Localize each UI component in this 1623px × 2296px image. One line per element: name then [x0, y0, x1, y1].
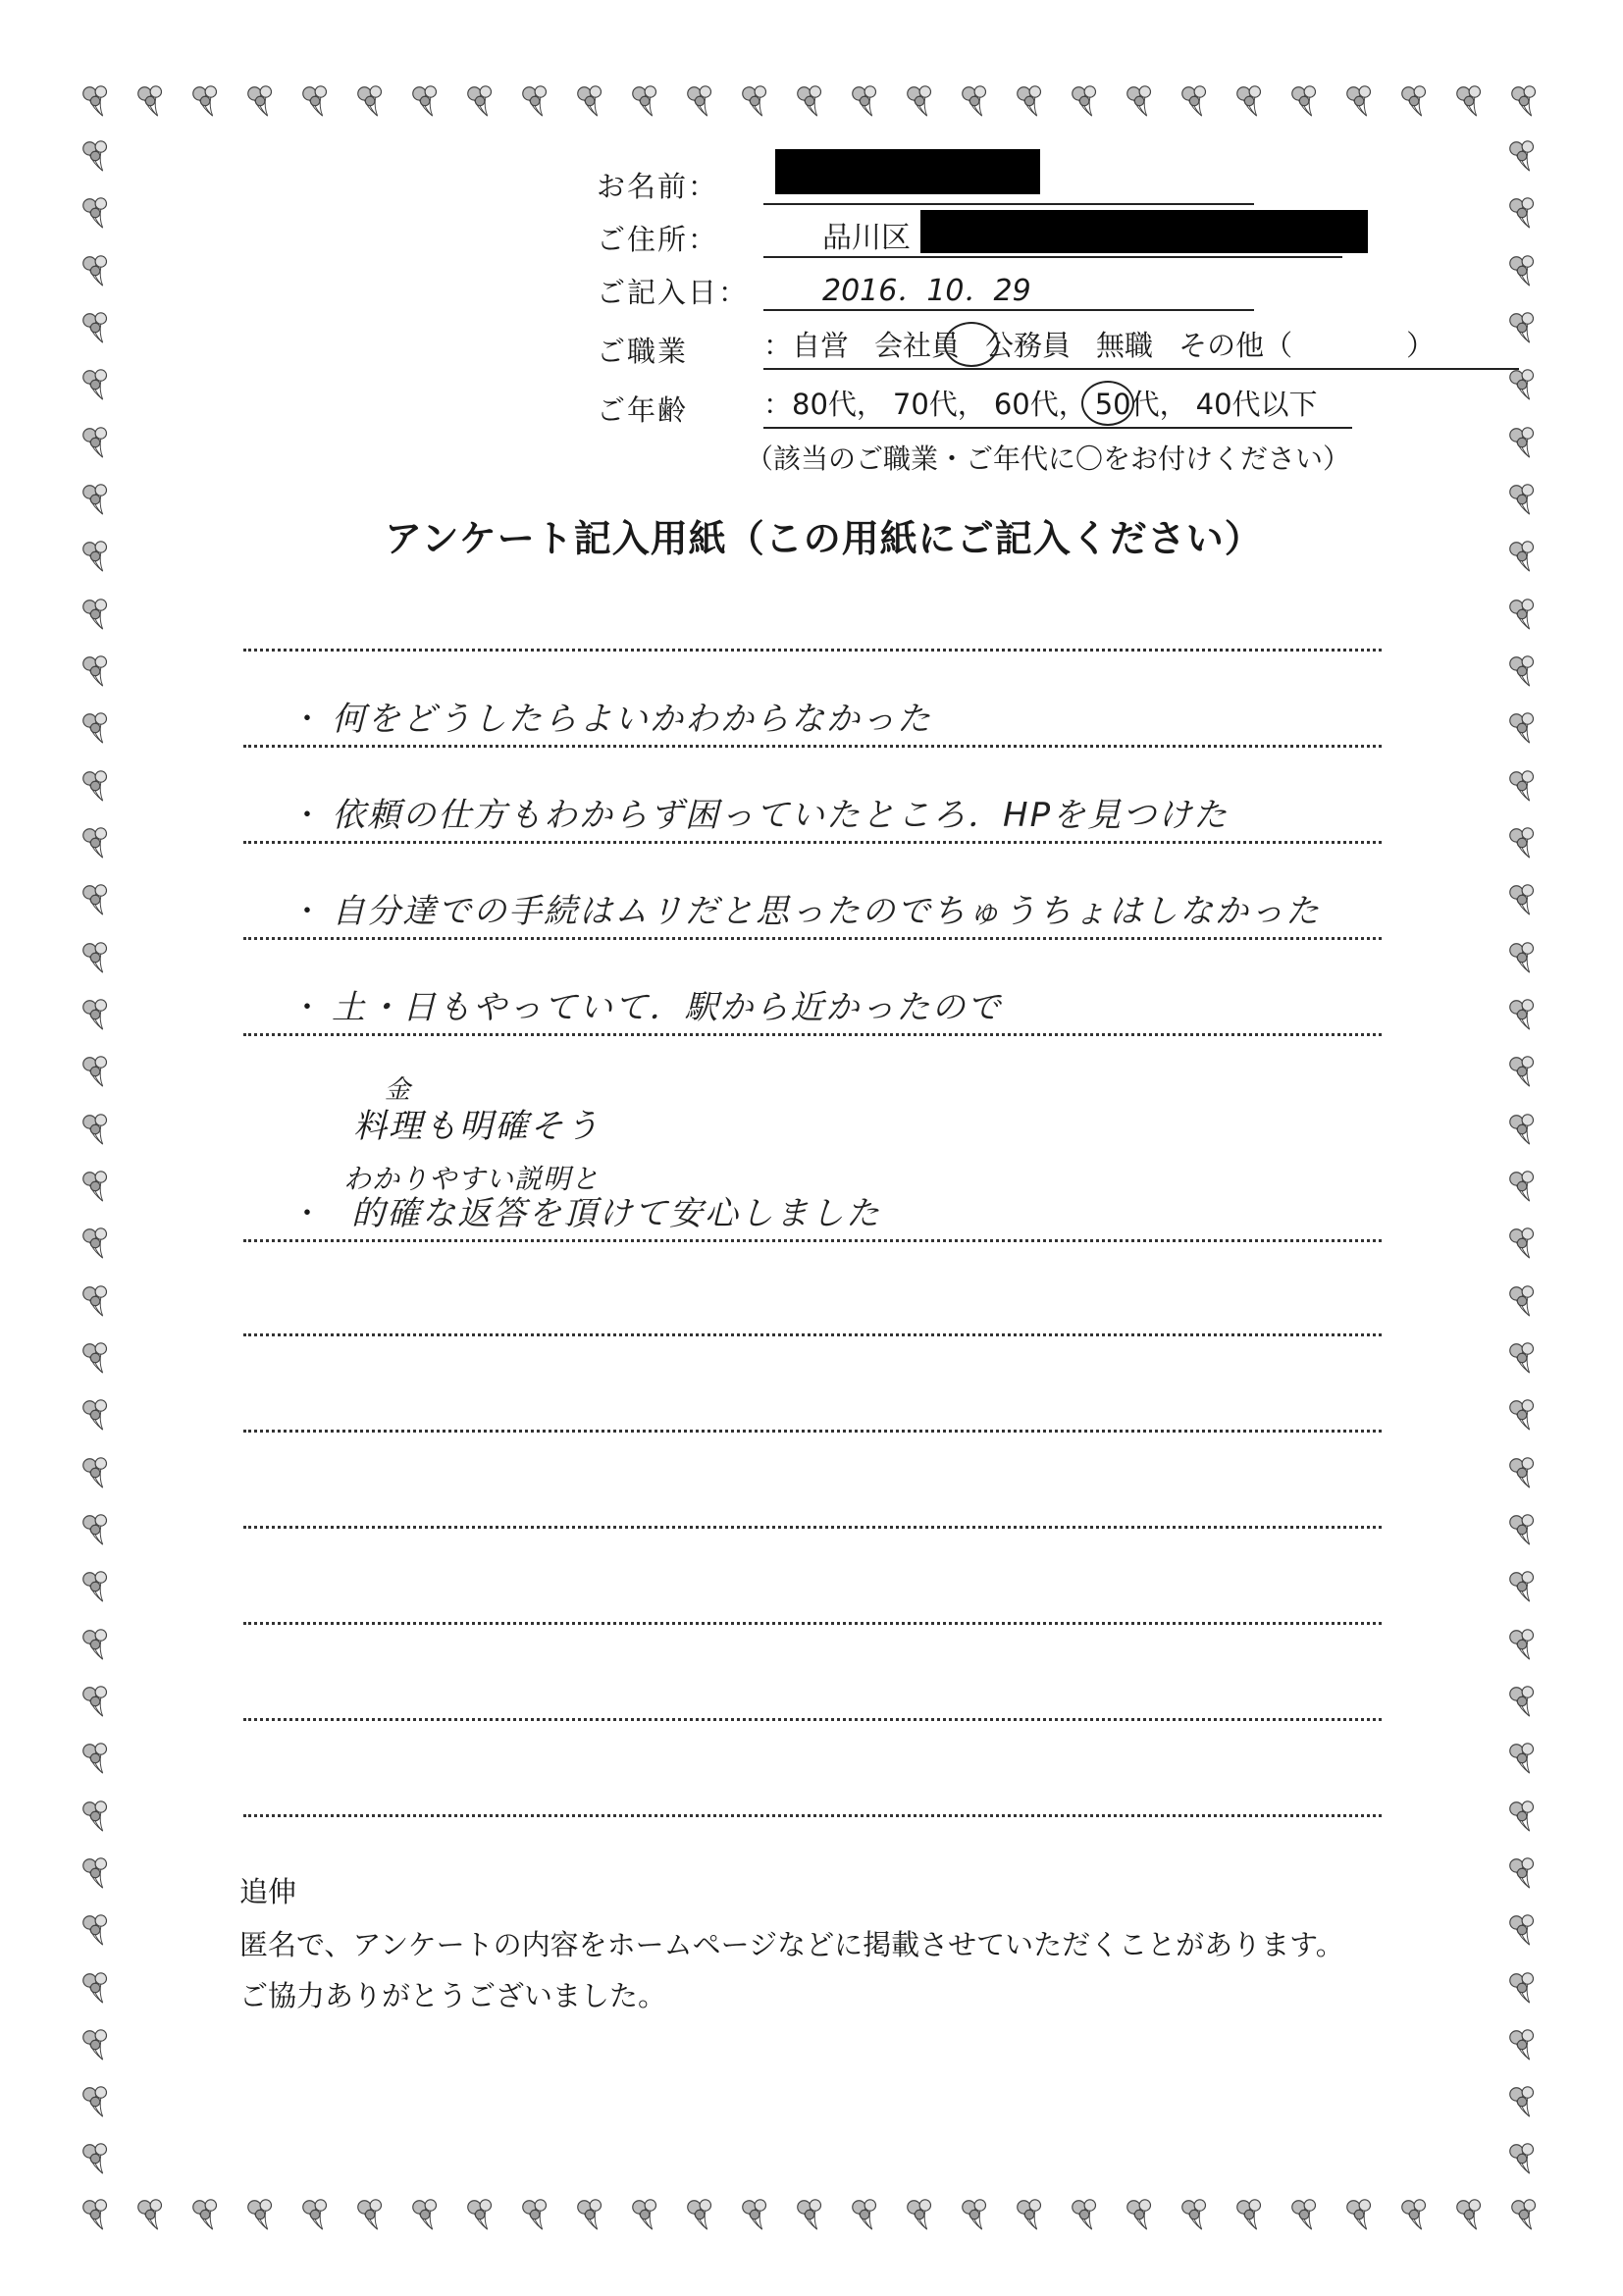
balloon-ornament-icon	[353, 2196, 391, 2235]
date-row	[597, 271, 1254, 311]
balloon-ornament-icon	[79, 996, 118, 1033]
balloon-ornament-icon	[79, 424, 118, 461]
answer-text-5-correction: 金	[385, 1075, 411, 1105]
age-50s: 50代，	[1094, 388, 1188, 421]
age-selected-mark	[1081, 381, 1134, 426]
balloon-ornament-icon	[1397, 2196, 1435, 2235]
balloon-ornament-icon	[1505, 481, 1544, 518]
age-label: ご年齢	[597, 393, 689, 427]
occupation-row	[597, 324, 1519, 370]
balloon-ornament-icon	[573, 82, 610, 122]
balloon-ornament-icon	[1505, 2026, 1544, 2063]
balloon-ornament-icon	[1507, 2196, 1544, 2235]
date-label: ご記入日：	[597, 276, 750, 309]
balloon-ornament-icon	[1505, 2083, 1544, 2120]
balloon-ornament-icon	[79, 1740, 118, 1777]
balloon-ornament-icon	[79, 1511, 118, 1548]
balloon-ornament-icon	[1505, 1053, 1544, 1090]
ornamental-border-left	[79, 137, 118, 2178]
balloon-ornament-icon	[79, 252, 118, 289]
age-70s: 70代，	[892, 388, 986, 421]
balloon-ornament-icon	[79, 1854, 118, 1892]
balloon-ornament-icon	[1232, 2196, 1270, 2235]
balloon-ornament-icon	[1505, 1511, 1544, 1548]
balloon-ornament-icon	[1505, 2140, 1544, 2177]
balloon-ornament-icon	[1505, 538, 1544, 575]
balloon-ornament-icon	[683, 2196, 720, 2235]
balloon-ornament-icon	[793, 2196, 830, 2235]
balloon-ornament-icon	[79, 137, 118, 175]
balloon-ornament-icon	[79, 2196, 116, 2235]
age-row	[597, 383, 1352, 429]
balloon-ornament-icon	[1178, 82, 1215, 122]
balloon-ornament-icon	[408, 2196, 445, 2235]
balloon-ornament-icon	[1505, 1568, 1544, 1605]
balloon-ornament-icon	[1287, 2196, 1325, 2235]
occupation-label: ご職業	[597, 335, 689, 368]
balloon-ornament-icon	[1178, 2196, 1215, 2235]
balloon-ornament-icon	[1013, 82, 1050, 122]
balloon-ornament-icon	[79, 194, 118, 232]
form-title: アンケート記入用紙（この用紙にご記入ください）	[385, 517, 1263, 560]
balloon-ornament-icon	[79, 939, 118, 976]
postscript-title: 追伸	[239, 1875, 297, 1908]
balloon-ornament-icon	[1505, 1740, 1544, 1777]
balloon-ornament-icon	[79, 1683, 118, 1720]
redaction-address	[920, 210, 1368, 253]
balloon-ornament-icon	[79, 1111, 118, 1148]
answer-text-2: 依頼の仕方もわからず困っていたところ．HPを見つけた	[332, 796, 1230, 835]
balloon-ornament-icon	[79, 82, 116, 122]
answer-line-blank-7	[243, 1758, 1382, 1817]
balloon-ornament-icon	[958, 2196, 995, 2235]
balloon-ornament-icon	[79, 1568, 118, 1605]
balloon-ornament-icon	[1505, 1798, 1544, 1835]
balloon-ornament-icon	[1342, 2196, 1380, 2235]
balloon-ornament-icon	[133, 2196, 171, 2235]
balloon-ornament-icon	[1505, 1911, 1544, 1949]
balloon-ornament-icon	[79, 767, 118, 805]
balloon-ornament-icon	[79, 1168, 118, 1205]
occupation-civil-servant: 公務員	[985, 329, 1072, 362]
balloon-ornament-icon	[1068, 2196, 1105, 2235]
balloon-ornament-icon	[903, 2196, 940, 2235]
balloon-ornament-icon	[903, 82, 940, 122]
answer-line-blank-3	[243, 1374, 1382, 1433]
answer-line-4: ・ 土・日もやっていて．駅から近かったので	[243, 977, 1382, 1036]
ornamental-border-right	[1505, 137, 1544, 2178]
balloon-ornament-icon	[79, 1053, 118, 1090]
answer-line-blank-6	[243, 1662, 1382, 1721]
balloon-ornament-icon	[243, 2196, 281, 2235]
balloon-ornament-icon	[79, 538, 118, 575]
occupation-self-employed: ：自営	[763, 329, 850, 362]
balloon-ornament-icon	[1232, 82, 1270, 122]
balloon-ornament-icon	[1452, 2196, 1490, 2235]
balloon-ornament-icon	[1505, 1454, 1544, 1491]
balloon-ornament-icon	[1505, 1225, 1544, 1262]
balloon-ornament-icon	[1123, 82, 1160, 122]
balloon-ornament-icon	[848, 2196, 885, 2235]
answer-line-blank-4	[243, 1470, 1382, 1529]
age-options	[763, 383, 1352, 429]
balloon-ornament-icon	[793, 82, 830, 122]
balloon-ornament-icon	[958, 82, 995, 122]
balloon-ornament-icon	[1505, 137, 1544, 175]
age-80s: ：80代，	[763, 388, 885, 421]
balloon-ornament-icon	[848, 82, 885, 122]
answer-text-6-insert: わかりやすい説明と	[343, 1163, 601, 1195]
balloon-ornament-icon	[628, 82, 665, 122]
balloon-ornament-icon	[463, 2196, 500, 2235]
age-40s-under: 40代以下	[1195, 388, 1318, 421]
balloon-ornament-icon	[1505, 1854, 1544, 1892]
postscript-body: 匿名で、アンケートの内容をホームページなどに掲載させていただくことがあります。	[239, 1928, 1344, 1961]
balloon-ornament-icon	[1452, 82, 1490, 122]
balloon-ornament-icon	[573, 2196, 610, 2235]
balloon-ornament-icon	[298, 82, 336, 122]
balloon-ornament-icon	[1505, 194, 1544, 232]
balloon-ornament-icon	[79, 1969, 118, 2007]
balloon-ornament-icon	[1505, 424, 1544, 461]
balloon-ornament-icon	[1505, 709, 1544, 747]
balloon-ornament-icon	[1505, 652, 1544, 690]
balloon-ornament-icon	[518, 2196, 555, 2235]
occupation-options	[763, 324, 1519, 370]
balloon-ornament-icon	[628, 2196, 665, 2235]
balloon-ornament-icon	[1505, 881, 1544, 918]
balloon-ornament-icon	[1505, 1626, 1544, 1663]
name-label: お名前：	[597, 170, 719, 203]
balloon-ornament-icon	[1505, 1683, 1544, 1720]
balloon-ornament-icon	[408, 82, 445, 122]
balloon-ornament-icon	[1505, 1396, 1544, 1434]
answer-line-blank-2	[243, 1278, 1382, 1336]
balloon-ornament-icon	[79, 1798, 118, 1835]
balloon-ornament-icon	[79, 1282, 118, 1320]
balloon-ornament-icon	[1505, 939, 1544, 976]
balloon-ornament-icon	[133, 82, 171, 122]
balloon-ornament-icon	[1123, 2196, 1160, 2235]
balloon-ornament-icon	[1342, 82, 1380, 122]
answer-line-2: ・ 依頼の仕方もわからず困っていたところ．HPを見つけた	[243, 785, 1382, 844]
balloon-ornament-icon	[188, 2196, 226, 2235]
balloon-ornament-icon	[1068, 82, 1105, 122]
balloon-ornament-icon	[1505, 1969, 1544, 2007]
balloon-ornament-icon	[79, 824, 118, 861]
ornamental-border-bottom	[79, 2196, 1544, 2235]
balloon-ornament-icon	[79, 709, 118, 747]
balloon-ornament-icon	[1505, 596, 1544, 633]
balloon-ornament-icon	[518, 82, 555, 122]
balloon-ornament-icon	[79, 1225, 118, 1262]
balloon-ornament-icon	[1507, 82, 1544, 122]
answer-line-1: ・ 何をどうしたらよいかわからなかった	[243, 689, 1382, 748]
balloon-ornament-icon	[79, 1911, 118, 1949]
occupation-other: その他（ ）	[1178, 329, 1436, 362]
balloon-ornament-icon	[683, 82, 720, 122]
balloon-ornament-icon	[79, 652, 118, 690]
balloon-ornament-icon	[79, 596, 118, 633]
occupation-selected-mark	[944, 322, 999, 367]
balloon-ornament-icon	[1505, 767, 1544, 805]
balloon-ornament-icon	[79, 1454, 118, 1491]
balloon-ornament-icon	[79, 2140, 118, 2177]
date-field: 2016．10．29	[763, 272, 1254, 311]
occupation-unemployed: 無職	[1096, 329, 1154, 362]
balloon-ornament-icon	[79, 1626, 118, 1663]
balloon-ornament-icon	[1505, 366, 1544, 403]
answer-line-3: ・ 自分達での手続はムリだと思ったのでちゅうちょはしなかった	[243, 881, 1382, 940]
answer-line-blank-5	[243, 1566, 1382, 1625]
balloon-ornament-icon	[188, 82, 226, 122]
balloon-ornament-icon	[79, 881, 118, 918]
balloon-ornament-icon	[463, 82, 500, 122]
answer-text-5: 料理も明確そう	[353, 1107, 601, 1146]
age-60s: 60代，	[993, 388, 1087, 421]
balloon-ornament-icon	[1505, 824, 1544, 861]
balloon-ornament-icon	[1505, 1111, 1544, 1148]
thanks-message: ご協力ありがとうございました。	[239, 1979, 667, 2012]
balloon-ornament-icon	[298, 2196, 336, 2235]
answer-text-1: 何をどうしたらよいかわからなかった	[332, 700, 932, 739]
balloon-ornament-icon	[1505, 252, 1544, 289]
balloon-ornament-icon	[79, 481, 118, 518]
balloon-ornament-icon	[79, 1396, 118, 1434]
balloon-ornament-icon	[1505, 1339, 1544, 1377]
answer-text-4: 土・日もやっていて．駅から近かったので	[332, 988, 1003, 1027]
answer-line-blank-1	[243, 593, 1382, 652]
balloon-ornament-icon	[79, 2026, 118, 2063]
balloon-ornament-icon	[79, 1339, 118, 1377]
ornamental-border-top	[79, 82, 1544, 122]
balloon-ornament-icon	[1013, 2196, 1050, 2235]
address-label: ご住所：	[597, 223, 719, 256]
address-field: 品川区	[763, 219, 1342, 258]
answer-line-6: ・ 的確な返答を頂けて安心しました	[243, 1183, 1382, 1242]
occupation-company-employee: 会社員	[874, 329, 961, 362]
balloon-ornament-icon	[1505, 996, 1544, 1033]
balloon-ornament-icon	[738, 82, 775, 122]
balloon-ornament-icon	[738, 2196, 775, 2235]
balloon-ornament-icon	[79, 309, 118, 346]
balloon-ornament-icon	[79, 2083, 118, 2120]
balloon-ornament-icon	[1505, 1282, 1544, 1320]
balloon-ornament-icon	[243, 82, 281, 122]
balloon-ornament-icon	[79, 366, 118, 403]
balloon-ornament-icon	[353, 82, 391, 122]
balloon-ornament-icon	[1287, 82, 1325, 122]
balloon-ornament-icon	[1505, 1168, 1544, 1205]
redaction-name	[775, 149, 1040, 194]
answer-text-3: 自分達での手続はムリだと思ったのでちゅうちょはしなかった	[332, 892, 1321, 931]
answer-text-6: 的確な返答を頂けて安心しました	[351, 1194, 881, 1233]
balloon-ornament-icon	[1397, 82, 1435, 122]
selection-instruction: （該当のご職業・ご年代に〇をお付けください）	[746, 443, 1351, 475]
